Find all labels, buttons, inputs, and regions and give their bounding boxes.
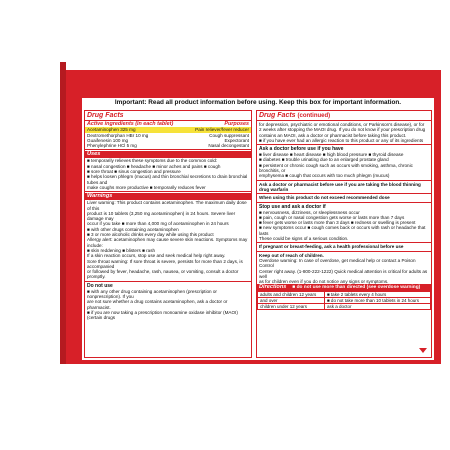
ask-pharmacist-line: Ask a doctor or pharmacist before use if you are taking the blood thinning drug warfarin [259,181,421,192]
maoi-line: contains an MAOI, ask a doctor or pharmacist before taking this product. [259,132,407,138]
stop-use-line: ■ fever gets worse or lasts more than 3 days ■ redness or swelling is present [259,220,416,226]
warning-line: ■ skin reddening ■ blisters ■ rash [87,247,156,253]
directions-header: Directions ■ do not use more than directed (see overdose warning) [257,284,431,291]
ask-doctor-line: ■ diabetes ■ trouble urinating due to an enlarged prostate gland [259,157,389,163]
warning-line: Allergy alert: acetaminophen may cause severe skin reactions. Symptoms may include: [87,237,248,248]
ask-doctor-line: ■ persistent or chronic cough such as occurs with smoking, asthma, chronic bronchitis, or [259,162,413,174]
uses-line: ■ sore throat ■ sinus congestion and pressure [87,169,181,175]
ask-doctor-line: ■ liver disease ■ heart disease ■ high blood pressure ■ thyroid disease [259,152,404,158]
warning-line: ■ 3 or more alcoholic drinks every day while using this product [87,232,214,238]
stop-use-line: These could be signs of a serious condition. [259,236,349,242]
ingredient-row: Dextromethorphan HBr 10 mg Cough suppressant [87,132,249,138]
maoi-line: 2 weeks after stopping the MAOI drug. If you do not know if your prescription drug [259,127,426,133]
table-row: and over ■ do not take more than 10 tablets in 24 hours [258,298,431,304]
stop-use-line: ■ nervousness, dizziness, or sleeplessness occur [259,209,360,215]
ask-doctor-title: Ask a doctor before use if you have [259,146,344,153]
continue-arrow-icon [419,348,427,353]
stop-use-line: ■ pain, cough or nasal congestion gets worse or lasts more than 7 days [259,214,405,220]
warning-line: If a skin reaction occurs, stop use and seek medical help right away. [87,253,226,259]
maoi-line: for depression, psychiatric or emotional conditions, or Parkinson's disease), or for [259,122,425,127]
overdose-line: Overdose warning: In case of overdose, get medical help or contact a Poison Control [259,257,416,269]
table-row: adults and children 12 years ■ take 2 tablets every 4 hours [258,292,431,298]
directions-table [257,291,431,310]
warning-line: product is 10 tablets (3,250 mg acetaminophen) in 24 hours. Severe liver damage may [87,210,236,222]
drug-facts-left-panel [84,110,252,358]
package-side-edge [60,62,66,364]
overdose-line: as for children even if you do not notice any signs or symptoms. [259,279,389,285]
overdose-line: Center right away. (1-800-222-1222) Quick medical attention is critical for adults as well [259,268,428,279]
ingredient-row: Acetaminophen 325 mg Pain reliever/fever reducer [87,127,249,133]
warning-line: ■ with other drugs containing acetaminophen [87,226,179,232]
do-not-use-line: are not sure whether a drug contains acetaminophen, ask a doctor or pharmacist. [87,299,228,310]
important-notice: Important: Read all product information before using. Keep this box for important information. [114,99,402,106]
ingredient-row: Phenylephrine HCl 5 mg Nasal decongestant [87,143,249,149]
drug-facts-continued-title: Drug Facts (continued) [259,112,331,119]
do-not-use-title: Do not use [87,282,113,289]
drug-facts-right-panel [256,110,432,358]
stop-use-title: Stop use and ask a doctor if [259,203,326,210]
warning-line: occur if you take ■ more than 4,000 mg of acetaminophen in 24 hours [87,221,229,227]
drug-facts-title: Drug Facts [87,112,124,119]
pregnant-line: If pregnant or breast-feeding, ask a health professional before use [259,244,404,250]
uses-line: ■ helps loosen phlegm (mucus) and thin bronchial secretions to drain bronchial tubes and [87,174,248,185]
do-not-use-line: ■ with any other drug containing acetaminophen (prescription or nonprescription). If you [87,288,217,300]
keep-out-line: Keep out of reach of children. [259,252,324,258]
uses-line: make coughs more productive ■ temporarily reduces fever [87,184,206,190]
uses-line: ■ nasal congestion ■ headache ■ minor aches and pains ■ cough [87,163,221,169]
warning-line: Sore throat warning: If sore throat is severe, persists for more than 2 days, is accompanied [87,258,243,269]
warning-line: or followed by fever, headache, rash, nausea, or vomiting, consult a doctor promptly. [87,269,239,280]
do-not-use-line: ■ if you are now taking a prescription monoamine oxidase inhibitor (MAOI) (certain drugs [87,309,238,321]
warning-line: Liver warning: This product contains acetaminophen. The maximum daily dose of this [87,200,247,211]
box-top-flap [64,50,441,72]
when-using-line: When using this product do not exceed recommended dose [259,195,390,201]
ask-doctor-line: emphysema ■ cough that occurs with too much phlegm (mucus) [259,173,390,179]
ingredient-row: Guaifenesin 100 mg Expectorant [87,137,249,143]
stop-use-line: ■ new symptoms occur ■ cough comes back or occurs with rash or headache that lasts [259,225,426,236]
active-ingredients-header: Active ingredients (in each tablet) Purposes [87,121,249,127]
uses-line: ■ temporarily relieves these symptoms due to the common cold: [87,158,218,164]
uses-section-title: Uses [85,151,251,158]
table-row: children under 12 years ask a doctor [258,304,431,310]
maoi-line: ■ if you have ever had an allergic reaction to this product or any of its ingredients [259,137,424,143]
warnings-section-title: Warnings [85,193,251,200]
